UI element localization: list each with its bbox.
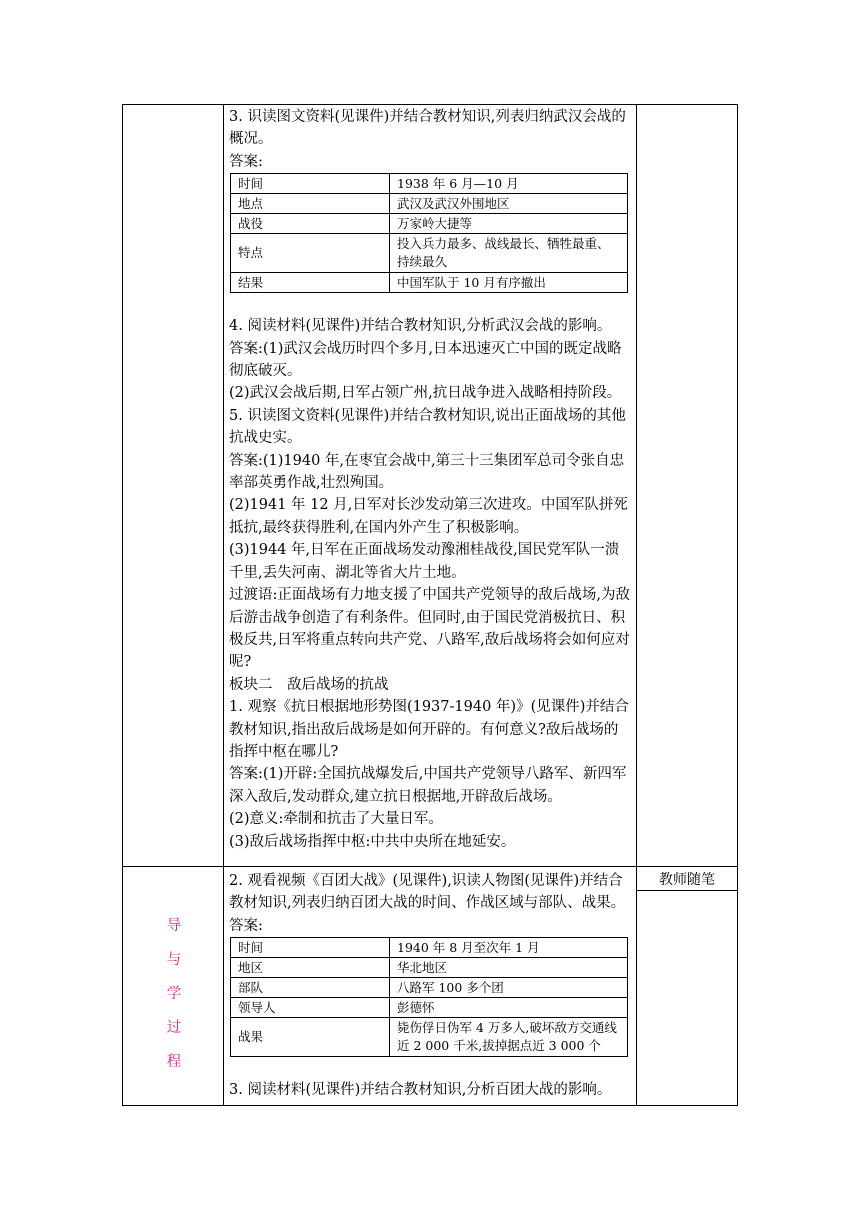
section-2-question-1: 1. 观察《抗日根据地形势图(1937-1940 年)》(见课件)并结合教材知识,指出敌后战场是如何开辟的。有何意义?敌后战场的指挥中枢在哪儿? [229, 699, 629, 760]
content-block-2 [229, 870, 631, 1102]
row-value: 1938 年 6 月—10 月 [390, 174, 628, 194]
process-label-char: 过 [166, 1020, 182, 1036]
row-key: 地点 [231, 194, 390, 214]
transition-text: 过渡语:正面战场有力地支援了中国共产党领导的敌后战场,为敌后游击战争创造了有利条件。但同时,由于国民党消极抗日、积极反共,日军将重点转向共产党、八路军,敌后战场将会如何应对呢? [229, 587, 630, 671]
note-header-divider [636, 890, 738, 891]
answer-5-1: 答案:(1)1940 年,在枣宜会战中,第三十三集团军总司令张自忠率部英勇作战,壮烈殉国。 [229, 452, 625, 492]
process-label-char: 与 [166, 952, 182, 968]
table-row [231, 938, 628, 958]
row-value: 彭德怀 [390, 998, 628, 1018]
section-2-answer-1-1: 答案:(1)开辟:全国抗战爆发后,中国共产党领导八路军、新四军深入敌后,发动群众,建立抗日根据地,开辟敌后战场。 [229, 766, 627, 805]
column-divider-1 [223, 104, 224, 1106]
question-4: 4. 阅读材料(见课件)并结合教材知识,分析武汉会战的影响。 [229, 318, 612, 335]
table-row [231, 998, 628, 1018]
row-key: 战役 [231, 214, 390, 234]
row-key: 战果 [231, 1018, 390, 1057]
row-key: 地区 [231, 958, 390, 978]
row-value: 1940 年 8 月至次年 1 月 [390, 938, 628, 958]
answer-label: 答案: [229, 917, 263, 934]
question-5: 5. 识读图文资料(见课件)并结合教材知识,说出正面战场的其他抗战史实。 [229, 407, 626, 447]
row-key: 特点 [231, 234, 390, 273]
table-border-top [122, 104, 738, 105]
row-divider [122, 866, 738, 867]
table-row [231, 1018, 628, 1057]
process-label-char: 导 [166, 918, 182, 934]
row-key: 领导人 [231, 998, 390, 1018]
wuhan-battle-table [230, 173, 628, 293]
table-row [231, 978, 628, 998]
answer-4-1: 答案:(1)武汉会战历时四个多月,日本迅速灭亡中国的既定战略彻底破灭。 [229, 340, 622, 380]
section-2-heading: 板块二 敌后战场的抗战 [229, 676, 389, 693]
section-2-answer-1-2: (2)意义:牵制和抗击了大量日军。 [229, 811, 443, 828]
table-row [231, 194, 628, 214]
row-key: 时间 [231, 938, 390, 958]
process-label-char: 学 [166, 986, 182, 1002]
column-divider-2 [636, 104, 637, 1106]
table-row [231, 174, 628, 194]
row-value: 八路军 100 多个团 [390, 978, 628, 998]
table-border-left [122, 104, 123, 1106]
row-value: 中国军队于 10 月有序撤出 [390, 273, 628, 293]
answer-5-2: (2)1941 年 12 月,日军对长沙发动第三次进攻。中国军队拼死抵抗,最终获得胜利,在国内外产生了积极影响。 [229, 497, 628, 536]
process-label [166, 914, 182, 1084]
question-3-influence: 3. 阅读材料(见课件)并结合教材知识,分析百团大战的影响。 [229, 1082, 612, 1099]
row-value: 武汉及武汉外围地区 [390, 194, 628, 214]
table-row [231, 214, 628, 234]
teacher-notes-header: 教师随笔 [659, 872, 715, 888]
row-key: 时间 [231, 174, 390, 194]
row-key: 结果 [231, 273, 390, 293]
answer-5-3: (3)1944 年,日军在正面战场发动豫湘桂战役,国民党军队一溃千里,丢失河南、湖北等省大片土地。 [229, 542, 620, 581]
section-2-answer-1-3: (3)敌后战场指挥中枢:中共中央所在地延安。 [229, 833, 516, 850]
table-row [231, 273, 628, 293]
content-block-1 [229, 106, 631, 853]
table-border-bottom [122, 1105, 738, 1106]
table-border-right [737, 104, 738, 1106]
table-row [231, 958, 628, 978]
row-value: 万家岭大捷等 [390, 214, 628, 234]
row-value: 投入兵力最多、战线最长、牺牲最重、持续最久 [390, 234, 628, 273]
hundred-regiments-table [230, 937, 628, 1057]
answer-4-2: (2)武汉会战后期,日军占领广州,抗日战争进入战略相持阶段。 [229, 385, 622, 402]
row-value: 华北地区 [390, 958, 628, 978]
question-3-wuhan: 3. 识读图文资料(见课件)并结合教材知识,列表归纳武汉会战的概况。 [229, 109, 626, 148]
row-key: 部队 [231, 978, 390, 998]
process-label-char: 程 [166, 1054, 182, 1070]
table-row [231, 234, 628, 273]
row-value: 毙伤俘日伪军 4 万多人,破坏敌方交通线近 2 000 千米,拔掉据点近 3 000 个 [390, 1018, 628, 1057]
answer-label: 答案: [229, 153, 263, 170]
question-2-hundred-regiments: 2. 观看视频《百团大战》(见课件),识读人物图(见课件)并结合教材知识,列表归纳百团大战的时间、作战区域与部队、战果。 [229, 873, 626, 912]
